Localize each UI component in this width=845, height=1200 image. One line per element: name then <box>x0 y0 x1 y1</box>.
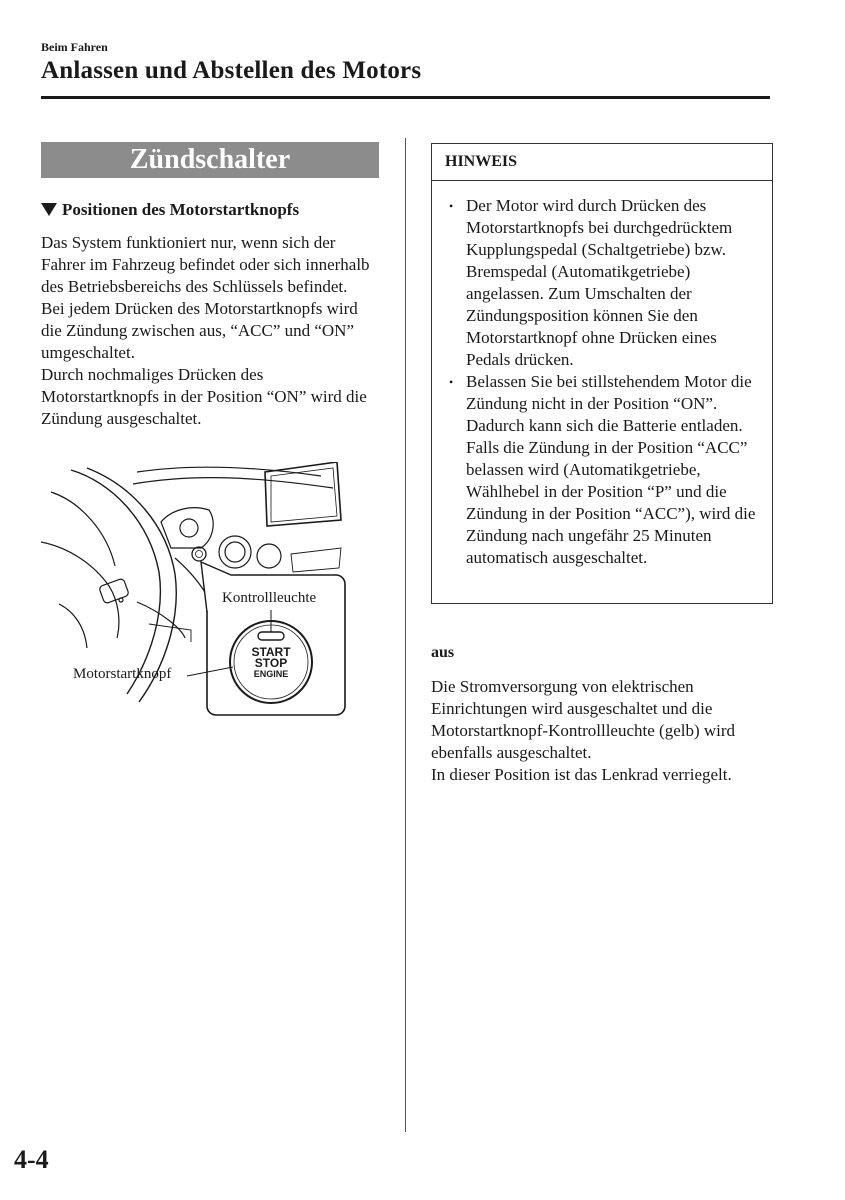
paragraph: Bei jedem Drücken des Motorstartknopfs wird die Zündung zwischen aus, “ACC” und “ON” umgeschaltet. <box>41 299 358 362</box>
sub-heading-text: Positionen des Motorstartknopfs <box>62 200 300 219</box>
column-divider <box>405 138 406 1132</box>
paragraph: Das System funktioniert nur, wenn sich der Fahrer im Fahrzeug befindet oder sich innerhalb des Betriebsbereichs des Schlüssels befindet. <box>41 233 370 296</box>
page-number: 4-4 <box>14 1145 49 1174</box>
start-button-label: Motorstartknopf <box>73 666 172 682</box>
triangle-bullet-icon <box>41 203 57 216</box>
note-item: • Belassen Sie bei stillstehendem Motor die Zündung nicht in der Position “ON”. Dadurch kann sich die Batterie entladen. Falls die Zündung in der Position “ACC” belassen wird (Automatikgetriebe, Wählhebel in der Position “P” und die Zündung in der Position “ACC”), wird die Zündung nach ungefähr 25 Minuten automatisch ausgeschaltet. <box>449 371 764 569</box>
note-title: HINWEIS <box>432 144 772 181</box>
indicator-label: Kontrollleuchte <box>222 590 317 606</box>
note-list <box>432 181 772 569</box>
dashboard-drawing <box>41 462 386 722</box>
intro-text <box>41 232 381 430</box>
dashboard-illustration <box>41 462 386 722</box>
paragraph: Durch nochmaliges Drücken des Motorstartknopfs in der Position “ON” wird die Zündung ausgeschaltet. <box>41 365 367 428</box>
paragraph: Die Stromversorgung von elektrischen Einrichtungen wird ausgeschaltet und die Motorstartknopf-Kontrollleuchte (gelb) wird ebenfalls ausgeschaltet. <box>431 677 736 762</box>
state-text <box>431 676 776 786</box>
sub-heading <box>41 200 299 220</box>
chapter-rule <box>41 96 770 99</box>
start-stop-button <box>247 647 295 680</box>
note-box <box>431 143 773 604</box>
button-text-start: START <box>251 645 291 659</box>
chapter-title: Anlassen und Abstellen des Motors <box>41 57 422 84</box>
paragraph: In dieser Position ist das Lenkrad verriegelt. <box>431 765 732 784</box>
button-text-engine: ENGINE <box>253 669 289 679</box>
state-heading: aus <box>431 644 455 661</box>
button-text-stop: STOP <box>254 656 288 670</box>
section-banner: Zündschalter <box>41 142 379 178</box>
section-label: Beim Fahren <box>41 40 108 54</box>
note-item: • Der Motor wird durch Drücken des Motorstartknopfs bei durchgedrücktem Kupplungspedal (Schaltgetriebe) bzw. Bremspedal (Automatikgetriebe) angelassen. Zum Umschalten der Zündungsposition können Sie den Motorstartknopf ohne Drücken eines Pedals drücken. <box>449 195 764 371</box>
